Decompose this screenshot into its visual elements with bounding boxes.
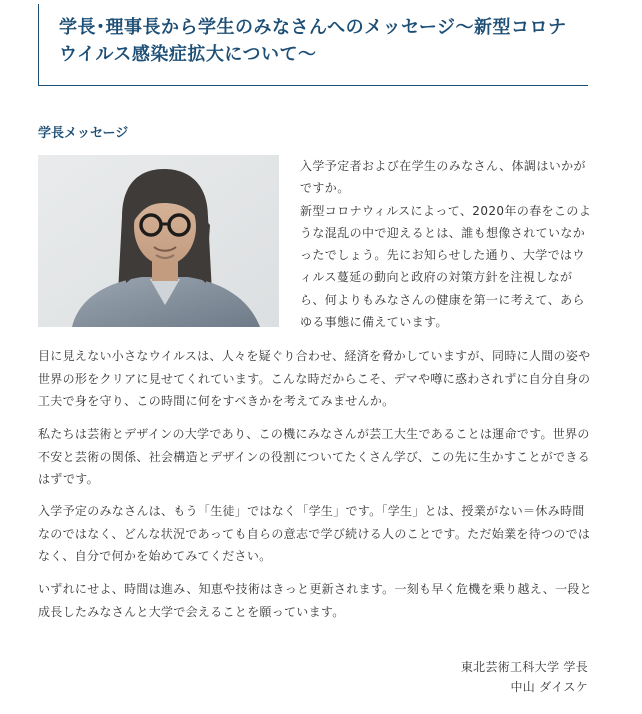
page-title xyxy=(59,14,579,68)
intro-text xyxy=(300,155,596,333)
signature-organization: 東北芸術工科大学 学長 xyxy=(460,660,588,674)
president-portrait xyxy=(38,155,279,327)
page-title-line-2: ウイルス感染症拡大について〜 xyxy=(59,44,317,65)
signature-name: 中山 ダイスケ xyxy=(510,680,588,694)
message-paragraph-4: いずれにせよ、時間は進み、知恵や技術はきっと更新されます。一刻も早く危機を乗り越え、一段と成長したみなさんと大学で会えることを願っています。 xyxy=(38,582,592,619)
message-paragraph-1: 目に見えない小さなウイルスは、人々を疑ぐり合わせ、経済を脅かしていますが、同時に人間の姿や世界の形をクリアに見せてくれています。こんな時だからこそ、デマや噂に惑わされずに自分自身の工夫で身を守り、この時間に何をすべきかを考えてみませんか。 xyxy=(38,349,591,408)
intro-greeting: 入学予定者および在学生のみなさん、体調はいかがですか。 xyxy=(300,159,586,196)
message-paragraph-3: 入学予定のみなさんは、もう「生徒」ではなく「学生」です。「学生」とは、授業がない＝休み時間なのではなく、どんな状況であっても自らの意志で学び続ける人のことです。ただ始業を待つのではなく、自分で何かを始めてみてください。 xyxy=(38,504,591,563)
page-title-line-1: 学長･理事長から学生のみなさんへのメッセージ〜新型コロナ xyxy=(59,17,567,38)
section-heading: 学長メッセージ xyxy=(38,126,129,141)
intro-body: 新型コロナウィルスによって、2020年の春をこのような混乱の中で迎えるとは、誰も想像されていなかったでしょう。先にお知らせした通り、大学ではウィルス蔓延の動向と政府の対策方針を注視しながら、何よりもみなさんの健康を第一に考えて、あらゆる事態に備えています。 xyxy=(300,203,592,330)
message-paragraph-2: 私たちは芸術とデザインの大学であり、この機にみなさんが芸工大生であることは運命です。世界の不安と芸術の関係、社会構造とデザインの役割についてたくさん学び、この先に生かすことができるはずです。 xyxy=(38,427,590,486)
title-frame xyxy=(38,4,588,86)
